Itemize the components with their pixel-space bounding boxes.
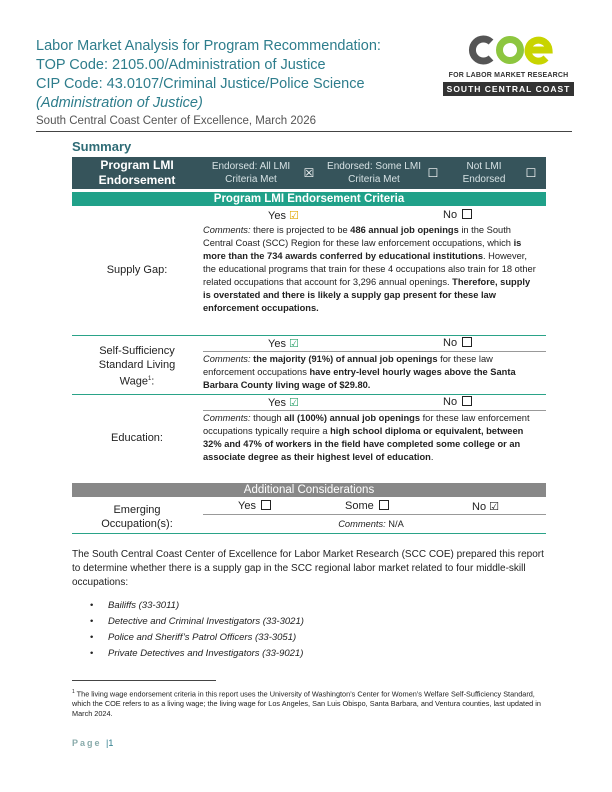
- report-title-cip-code: CIP Code: 43.0107/Criminal Justice/Police Science: [36, 76, 365, 92]
- education-yes: Yes ☑: [268, 397, 299, 409]
- supply-gap-yes: Yes ☑: [268, 210, 299, 222]
- option-not-endorsed-checkbox: ☐: [525, 166, 537, 180]
- row-divider: [72, 394, 546, 395]
- report-title-line-1: Labor Market Analysis for Program Recommendation:: [36, 38, 381, 54]
- page-number: Page |1: [72, 738, 114, 748]
- living-wage-no: No: [443, 337, 472, 349]
- emerging-some: Some: [345, 500, 389, 512]
- empty-box-icon: [462, 337, 472, 347]
- education-no: No: [443, 396, 472, 408]
- emerging-yes: Yes: [238, 500, 271, 512]
- option-some-criteria-checkbox: ☐: [427, 166, 439, 180]
- empty-box-icon: [261, 500, 271, 510]
- report-subtitle: South Central Coast Center of Excellence, March 2026: [36, 115, 316, 127]
- empty-box-icon: [379, 500, 389, 510]
- list-item: • Bailiffs (33-3011): [90, 598, 304, 614]
- coe-logo: [443, 34, 574, 100]
- living-wage-label: Self-Sufficiency Standard Living Wage$^1$:: [98, 345, 176, 388]
- education-label: Education:: [111, 432, 163, 444]
- footnote: $^1$ The living wage endorsement criteria in this report uses the University of Washington’s Center for Women’s Welfare Self-Sufficiency Standard, which the COE refers to as a living wage; the living wage for Los Angeles, San Luis Obispo, Santa Barbara, and Ventura counties, last updated in March 2024.: [72, 689, 541, 719]
- header-divider: [36, 131, 572, 132]
- summary-heading: Summary: [72, 139, 132, 154]
- coe-logo-e: [528, 40, 549, 61]
- report-title-program: (Administration of Justice): [36, 95, 203, 111]
- footnote-divider: [72, 680, 216, 681]
- checked-box-icon: ☑: [289, 397, 299, 409]
- coe-logo-mark: [465, 34, 555, 66]
- coe-logo-o: [500, 40, 521, 61]
- option-all-criteria: Endorsed: All LMI Criteria Met: [211, 161, 291, 185]
- emerging-no: No ☑: [472, 501, 499, 513]
- additional-considerations-band: Additional Considerations: [72, 483, 546, 497]
- report-title-top-code: TOP Code: 2105.00/Administration of Justice: [36, 57, 326, 73]
- occupation-list: [90, 598, 304, 662]
- education-comment: Comments: though all (100%) annual job openings for these law enforcement occupations typically require a high school diploma or equivalent, between 32% and 47% of workers in the field have completed some college or an associate degree as their highest level of education.: [203, 413, 530, 462]
- criteria-band: Program LMI Endorsement Criteria: [72, 192, 546, 206]
- option-not-endorsed: Not LMI Endorsed: [462, 161, 506, 185]
- checked-box-icon: ☑: [289, 210, 299, 222]
- supply-gap-no: No: [443, 209, 472, 221]
- coe-logo-region: SOUTH CENTRAL COAST: [443, 82, 574, 96]
- endorsement-header-label: Program LMI Endorsement: [98, 158, 176, 187]
- list-item: • Private Detectives and Investigators (33-9021): [90, 646, 304, 662]
- row-divider: [72, 335, 546, 336]
- supply-gap-comment: Comments: there is projected to be 486 annual job openings in the South Central Coast (SCC) Region for these law enforcement occupations, which is more than the 734 awards conferred by educational institutions. However, the educational programs that train for these 4 occupations also train for 18 other related occupations that account for 3,296 annual openings. Therefore, supply is overstated and there is likely a supply gap present for these law enforcement occupations.: [203, 225, 536, 313]
- living-wage-comment: Comments: the majority (91%) of annual job openings for these law enforcement occupations have entry-level hourly wages above the Santa Barbara County living wage of $29.80.: [203, 354, 516, 390]
- empty-box-icon: [462, 396, 472, 406]
- list-item: • Detective and Criminal Investigators (33-3021): [90, 614, 304, 630]
- coe-logo-c: [472, 39, 491, 61]
- empty-box-icon: [462, 209, 472, 219]
- option-all-criteria-checkbox: ☒: [303, 166, 315, 180]
- option-some-criteria: Endorsed: Some LMI Criteria Met: [327, 161, 421, 185]
- intro-paragraph: The South Central Coast Center of Excellence for Labor Market Research (SCC COE) prepared this report to determine whether there is a supply gap in the SCC regional labor market related to four middle-skill occupations:: [72, 549, 544, 588]
- list-item: • Police and Sheriff’s Patrol Officers (33-3051): [90, 630, 304, 646]
- yes-no-divider: [203, 351, 546, 352]
- emerging-occupation-label: Emerging Occupation(s):: [101, 504, 173, 530]
- yes-no-divider: [203, 410, 546, 411]
- coe-logo-tagline: FOR LABOR MARKET RESEARCH: [448, 72, 569, 79]
- endorsement-header-row: [72, 157, 546, 189]
- emerging-comment: Comments: N/A: [338, 519, 404, 529]
- checked-box-icon: ☑: [289, 338, 299, 350]
- table-bottom-border: [72, 533, 546, 534]
- checked-box-icon: ☑: [489, 501, 499, 513]
- supply-gap-label: Supply Gap:: [106, 264, 168, 276]
- yes-no-divider: [203, 514, 546, 515]
- living-wage-yes: Yes ☑: [268, 338, 299, 350]
